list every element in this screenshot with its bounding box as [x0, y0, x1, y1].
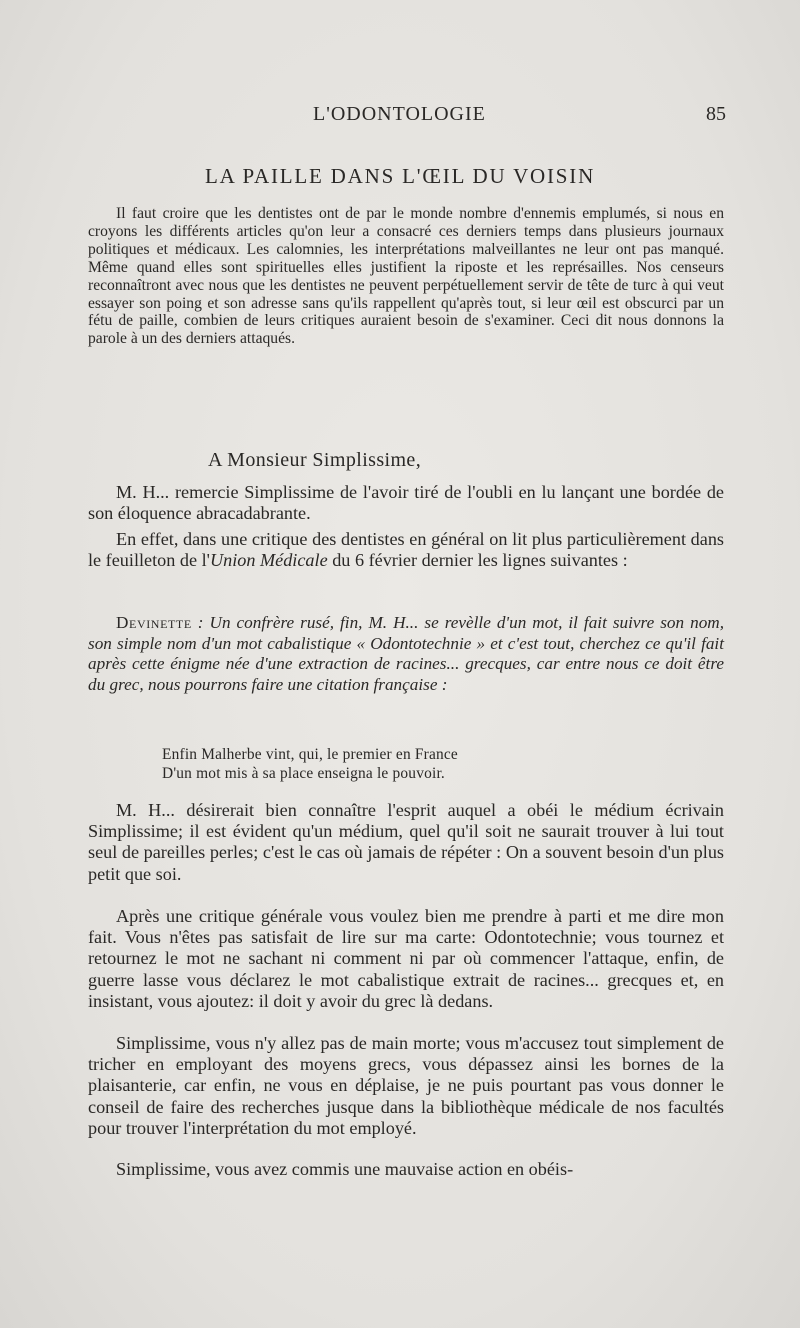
devinette-quote — [88, 613, 724, 695]
journal-name: Union Médicale — [209, 550, 328, 571]
intro-paragraph: Il faut croire que les dentistes ont de par le monde nombre d'ennemis emplumés, si nous en croyons les différents articles qu'on leur a consacré ces derniers temps dans plusieurs journaux politiques et médicaux. Les calomnies, les interprétations malveillantes ne leur ont pas manqué. Même quand elles sont spirituelles elles justifient la riposte et les représailles. Nos censeurs reconnaîtront avec nous que les dentistes ne peuvent perpétuellement servir de tête de turc à qui veut essayer son poing et son adresse sans qu'ils rappellent qu'après tout, si leur œil est obscurci par un fétu de paille, combien de leurs critiques auraient besoin de s'examiner. Ceci dit nous donnons la parole à un des derniers attaqués. — [88, 205, 724, 348]
verse-line-1: Enfin Malherbe vint, qui, le premier en France — [162, 746, 458, 763]
devinette-label: Devinette — [116, 613, 192, 632]
verse-line-2: D'un mot mis à sa place enseigna le pouvoir. — [162, 765, 445, 782]
paragraph-2-text-after: du 6 février dernier les lignes suivantes : — [327, 550, 628, 571]
paragraph-6: Simplissime, vous avez commis une mauvaise action en obéis- — [116, 1159, 574, 1179]
devinette-text: : Un confrère rusé, fin, M. H... se revèlle d'un mot, il fait suivre son nom, son simple nom d'un mot cabalistique « Odontotechnie » et c'est tout, cherchez ce qu'il fait après cette énigme née d'une extraction de racines... grecques, car entre nous ce doit être du grec, nous pourrons faire une citation française : — [88, 613, 724, 694]
paragraph-2-text-before: En effet, dans une critique des dentistes en général on lit plus particulièrement dans le feuilleton de l' — [88, 529, 724, 571]
paragraph-2 — [88, 529, 724, 571]
running-title: L'ODONTOLOGIE — [313, 103, 486, 125]
paragraph-5: Simplissime, vous n'y allez pas de main morte; vous m'accusez tout simplement de tricher en employant des moyens grecs, vous dépassez ainsi les bornes de la plaisanterie, car enfin, ne vous en déplaise, je ne puis pourtant pas vous donner le conseil de faire des recherches jusque dans la bibliothèque médicale de nos facultés pour trouver l'interprétation du mot employé. — [88, 1033, 724, 1138]
paragraph-4: Après une critique générale vous voulez bien me prendre à parti et me dire mon fait. Vous n'êtes pas satisfait de lire sur ma carte: Odontotechnie; vous tournez et retournez le mot ne sachant ni comment ni par où commencer l'attaque, enfin, de guerre lasse vous déclarez le mot cabalistique extrait de racines... grecques et, en insistant, vous ajoutez: il doit y avoir du grec là dedans. — [88, 906, 724, 1011]
running-head — [88, 103, 728, 129]
paragraph-3: M. H... désirerait bien connaître l'esprit auquel a obéi le médium écrivain Simplissime; il est évident qu'un médium, quel qu'il soit ne saurait trouver à lui tout seul de pareilles perles; c'est le cas où jamais de répéter : On a souvent besoin d'un plus petit que soi. — [88, 800, 724, 884]
page-number: 85 — [706, 103, 726, 125]
salutation: A Monsieur Simplissime, — [208, 449, 422, 471]
article-title: LA PAILLE DANS L'ŒIL DU VOISIN — [204, 164, 596, 188]
paragraph-1: M. H... remercie Simplissime de l'avoir tiré de l'oubli en lu lançant une bordée de son éloquence abracadabrante. — [88, 482, 724, 524]
